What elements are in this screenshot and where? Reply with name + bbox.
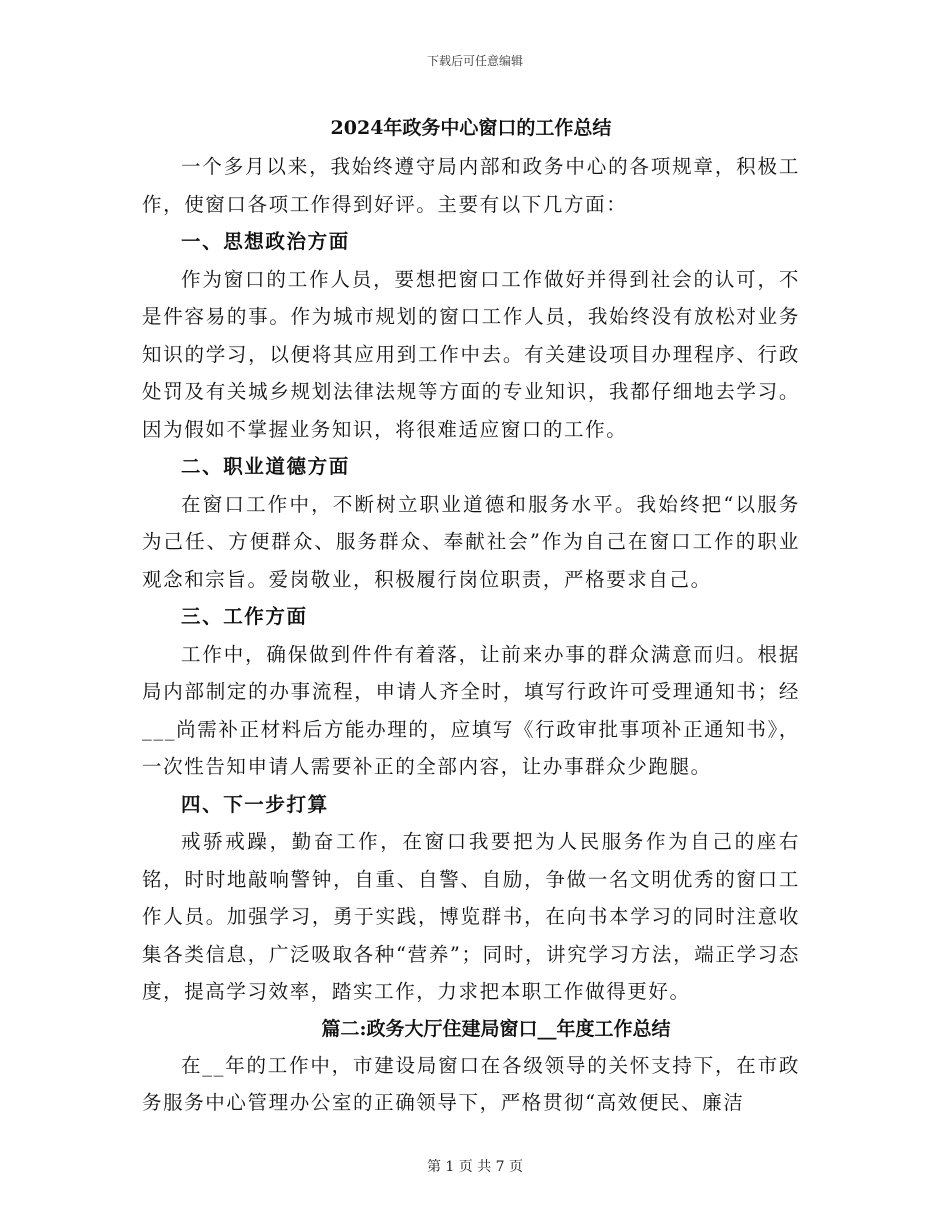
- section-heading-2: 二、职业道德方面: [181, 455, 350, 478]
- part2-title: 篇二:政务大厅住建局窗口__年度工作总结: [321, 1017, 671, 1040]
- section-body-3: 工作中，确保做到件件有着落，让前来办事的群众满意而归。根据局内部制定的办事流程，申请人齐全时，填写行政许可受理通知书；经___尚需补正材料后方能办理的，应填写《行政审批事项补正通知书》，一次性告知申请人需要补正的全部内容，让办事群众少跑腿。: [142, 642, 800, 778]
- page-number: 第 1 页 共 7 页: [426, 1159, 524, 1175]
- intro-paragraph: 一个多月以来，我始终遵守局内部和政务中心的各项规章，积极工作，使窗口各项工作得到好评。主要有以下几方面：: [142, 155, 800, 216]
- document-body: [142, 110, 800, 1122]
- section-heading-1: 一、思想政治方面: [181, 230, 350, 253]
- section-body-4: 戒骄戒躁，勤奋工作，在窗口我要把为人民服务作为自己的座右铭，时时地敲响警钟，自重、自警、自励，争做一名文明优秀的窗口工作人员。加强学习，勇于实践，博览群书，在向书本学习的同时注意收集各类信息，广泛吸取各种“营养”；同时，讲究学习方法，端正学习态度，提高学习效率，踏实工作，力求把本职工作做得更好。: [142, 830, 800, 1003]
- section-heading-4: 四、下一步打算: [181, 792, 329, 816]
- document-title: 2024年政务中心窗口的工作总结: [330, 117, 612, 139]
- header-note: 下载后可任意编辑: [426, 54, 523, 68]
- section-heading-3: 三、工作方面: [181, 605, 308, 628]
- part2-paragraph: 在__年的工作中，市建设局窗口在各级领导的关怀支持下，在市政务服务中心管理办公室的正确领导下，严格贯彻“高效便民、廉洁: [142, 1053, 800, 1114]
- section-body-2: 在窗口工作中，不断树立职业道德和服务水平。我始终把“以服务为己任、方便群众、服务群众、奉献社会”作为自己在窗口工作的职业观念和宗旨。爱岗敬业，积极履行岗位职责，严格要求自己。: [142, 492, 800, 591]
- section-body-1: 作为窗口的工作人员，要想把窗口工作做好并得到社会的认可，不是件容易的事。作为城市规划的窗口工作人员，我始终没有放松对业务知识的学习，以便将其应用到工作中去。有关建设项目办理程序、行政处罚及有关城乡规划法律法规等方面的专业知识，我都仔细地去学习。因为假如不掌握业务知识，将很难适应窗口的工作。: [142, 267, 800, 441]
